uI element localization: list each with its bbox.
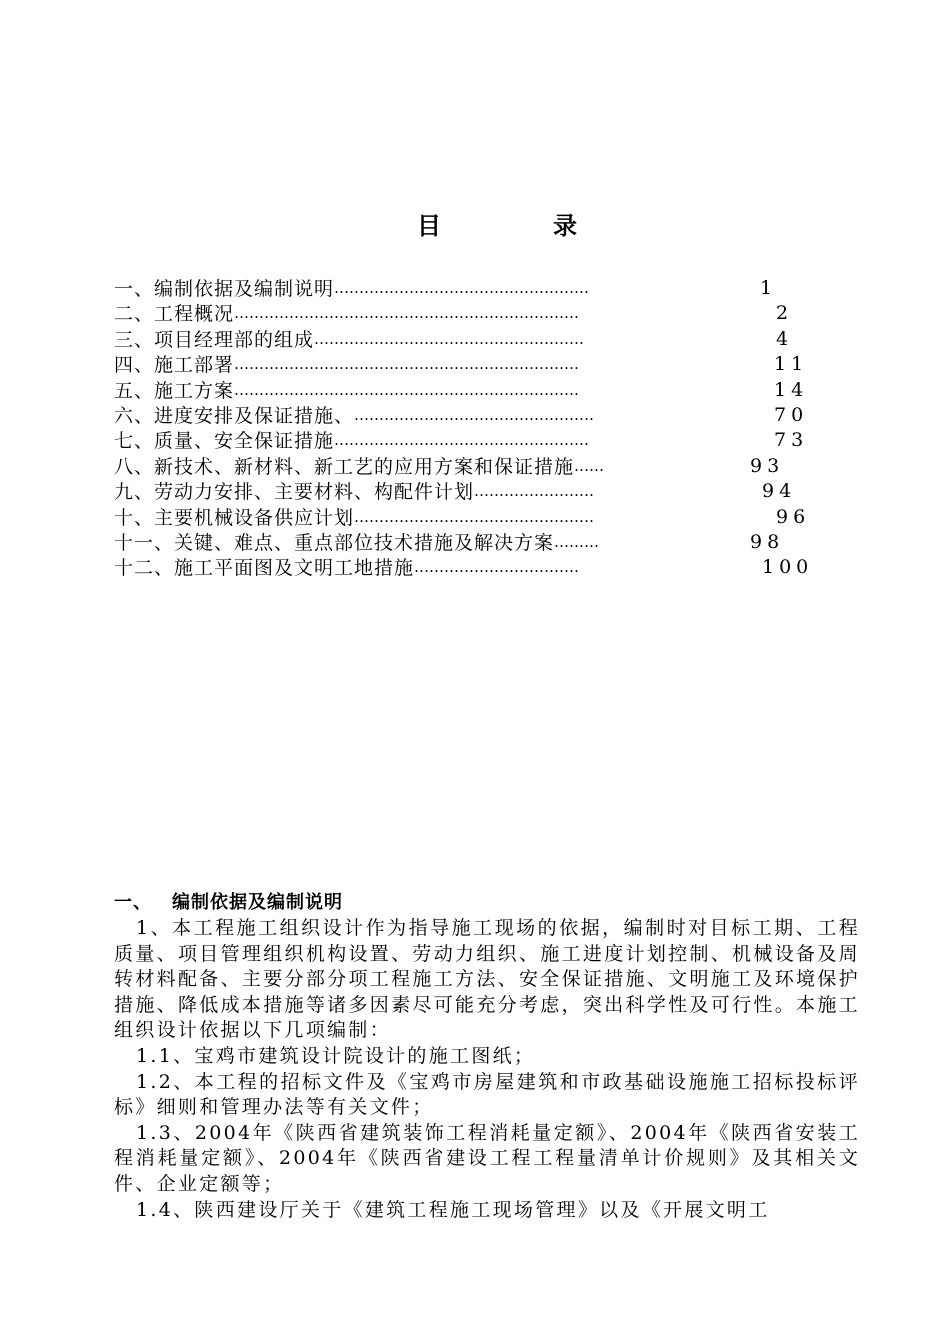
toc-entry-label: 二、工程概况 — [114, 303, 235, 326]
toc-leader-dots: …………………………………………………………… — [234, 355, 580, 374]
toc-title: 目 录 — [417, 212, 621, 240]
toc-entry[interactable] — [114, 530, 814, 555]
toc-leader-dots: ……… — [554, 532, 600, 551]
toc-entry-label: 十一、关键、难点、重点部位技术措施及解决方案 — [114, 531, 555, 554]
toc-entry-label: 五、施工方案 — [114, 379, 235, 402]
toc-entry-label: 九、劳动力安排、主要材料、构配件计划 — [114, 481, 475, 504]
toc-entry-label: 八、新技术、新材料、新工艺的应用方案和保证措施 — [114, 455, 575, 478]
toc-leader-dots: ……………………………………………… — [314, 329, 585, 348]
toc-leader-dots: ………………………………………… — [354, 405, 595, 424]
toc-page-number: 73 — [774, 429, 809, 452]
toc-page-number: 70 — [774, 403, 809, 426]
toc-entry-label: 一、编制依据及编制说明 — [114, 278, 335, 300]
toc-leader-dots: …………………… — [474, 482, 595, 501]
toc-leader-dots: …………………………… — [414, 558, 580, 577]
toc-entry[interactable] — [114, 403, 814, 428]
toc-entry-label: 三、项目经理部的组成 — [114, 328, 315, 351]
body-paragraph: 1.4、陕西建设厅关于《建筑工程施工现场管理》以及《开展文明工 — [136, 1198, 770, 1221]
toc-page-number: 98 — [750, 530, 785, 553]
toc-page-number: 96 — [776, 505, 811, 528]
toc-entry[interactable] — [114, 479, 814, 504]
toc-entry[interactable] — [114, 352, 814, 377]
toc-page-number: 4 — [776, 327, 794, 350]
toc-leader-dots: …………………………………………… — [334, 279, 590, 297]
toc-entry-label: 七、质量、安全保证措施 — [114, 430, 335, 453]
toc-entry-label: 六、进度安排及保证措施、 — [114, 404, 355, 427]
section-heading — [114, 890, 860, 916]
body-paragraph: 1.3、2004年《陕西省建筑装饰工程消耗量定额》、2004年《陕西省安装工程消耗量定额》、2004年《陕西省建设工程工程量清单计价规则》及其相关文件、企业定额等； — [114, 1121, 860, 1195]
toc-entry[interactable] — [114, 301, 814, 326]
toc-page-number: 14 — [774, 378, 809, 401]
body-paragraph: 1、本工程施工组织设计作为指导施工现场的依据，编制时对目标工期、工程质量、项目管理组织机构设置、劳动力组织、施工进度计划控制、机械设备及周转材料配备、主要分部分项工程施工方法、安全保证措施、文明施工及环境保护措施、降低成本措施等诸多因素尽可能充分考虑，突出科学性及可行性。本施工组织设计依据以下几项编制： — [114, 917, 860, 1042]
toc-entry-label: 十二、施工平面图及文明工地措施 — [114, 557, 415, 580]
toc-entry[interactable] — [114, 327, 814, 352]
toc-entry[interactable] — [114, 454, 814, 479]
toc-leader-dots: …………………………………………… — [334, 431, 590, 450]
toc-page-number: 100 — [762, 556, 814, 579]
toc-leader-dots: ………………………………………… — [354, 507, 595, 526]
toc-entry[interactable] — [114, 276, 814, 301]
body-paragraph: 1.1、宝鸡市建筑设计院设计的施工图纸； — [136, 1044, 536, 1067]
toc-leader-dots: …………………………………………………………… — [234, 380, 580, 399]
toc-entry[interactable] — [114, 378, 814, 403]
toc-leader-dots: …… — [574, 456, 605, 475]
toc-entry[interactable] — [114, 428, 814, 453]
body-paragraph: 1.2、本工程的招标文件及《宝鸡市房屋建筑和市政基础设施施工招标投标评标》细则和管理办法等有关文件； — [114, 1070, 860, 1119]
table-of-contents — [114, 276, 814, 581]
toc-entry[interactable] — [114, 505, 814, 530]
toc-page-number: 2 — [776, 302, 794, 325]
toc-page-number: 93 — [750, 454, 785, 477]
toc-entry[interactable] — [114, 555, 814, 580]
section-number: 一、 — [114, 892, 152, 913]
section-basis-and-description — [114, 890, 860, 1223]
toc-leader-dots: …………………………………………………………… — [234, 304, 580, 323]
section-title: 编制依据及编制说明 — [172, 892, 343, 913]
toc-page-number: 11 — [774, 353, 809, 376]
toc-page-number: 94 — [762, 480, 797, 503]
toc-entry-label: 四、施工部署 — [114, 354, 235, 377]
toc-page-number: 1 — [760, 277, 778, 299]
toc-entry-label: 十、主要机械设备供应计划 — [114, 506, 355, 529]
